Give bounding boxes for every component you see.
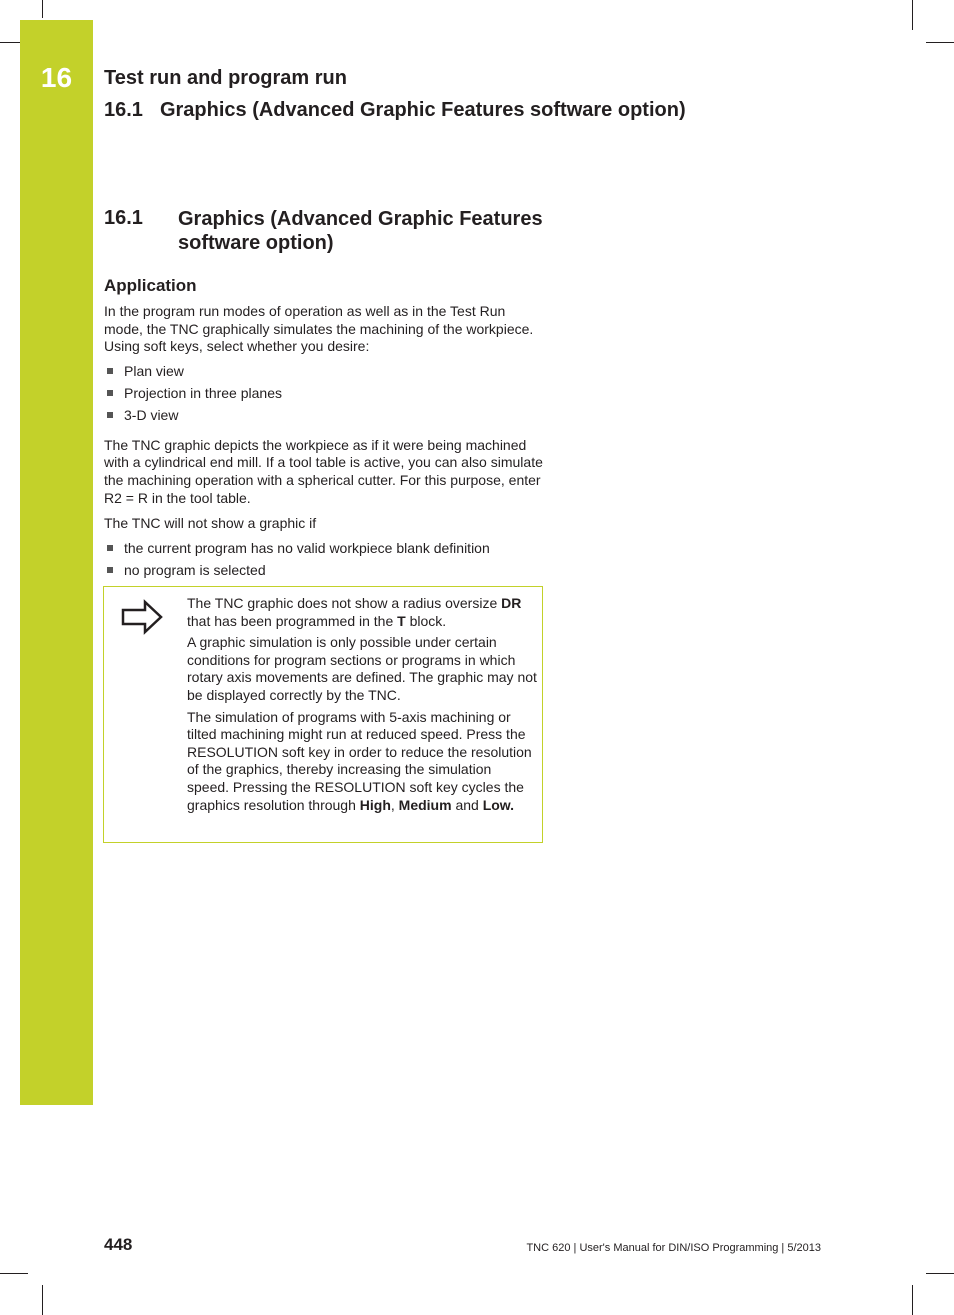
bullet-icon [107,412,113,418]
list-item: 3-D view [104,404,544,426]
crop-mark [912,0,913,30]
footer-text: TNC 620 | User's Manual for DIN/ISO Programming | 5/2013 [526,1242,821,1254]
arrow-right-icon [121,599,165,635]
crop-mark [0,1273,28,1274]
no-graphic-intro: The TNC will not show a graphic if [104,515,317,532]
bullet-icon [107,545,113,551]
chapter-sidebar [20,20,93,1105]
bullet-icon [107,567,113,573]
list-item: Projection in three planes [104,382,544,404]
graphic-description: The TNC graphic depicts the workpiece as if it were being machined with a cylindrical end mill. If a tool table is active, you can also simulate the machining operation with a spherical cutter. For this purpose, enter R2 = R in the tool table. [104,436,543,506]
page-number: 448 [104,1235,133,1254]
section-title: Graphics (Advanced Graphic Features software option) [178,208,543,254]
application-intro: In the program run modes of operation as well as in the Test Run mode, the TNC graphically simulates the machining of the workpiece. Using soft keys, select whether you desire: [104,303,534,355]
bullet-icon [107,390,113,396]
chapter-number: 16 [40,62,73,93]
list-item: no program is selected [104,559,544,581]
note-paragraph: The simulation of programs with 5-axis machining or tilted machining might run at reduced speed. Press the RESOLUTION soft key in order to reduce the resolution of the graphics, thereby increasing the simulation speed. Pressing the RESOLUTION soft key cycles the graphics resolution through High, Medium and Low. [187,708,532,813]
crop-mark [912,1285,913,1315]
no-graphic-list [104,537,544,581]
list-item: Plan view [104,360,544,382]
chapter-title: Test run and program run [104,67,347,89]
note-box [103,586,543,843]
application-heading: Application [104,276,197,295]
bullet-icon [107,368,113,374]
crop-mark [926,1273,954,1274]
list-item: the current program has no valid workpiece blank definition [104,537,544,559]
crop-mark [42,0,43,18]
application-content [104,275,544,592]
crop-mark [42,1285,43,1315]
note-paragraph: A graphic simulation is only possible under certain conditions for program sections or programs in which rotary axis movements are defined. The graphic may not be displayed correctly by the TNC. [187,634,537,703]
note-text [187,595,537,818]
view-list [104,360,544,426]
crop-mark [926,42,954,43]
running-section-title: Graphics (Advanced Graphic Features software option) [159,99,686,121]
section-number: 16.1 [104,207,143,229]
running-section-header [104,99,686,122]
note-paragraph: The TNC graphic does not show a radius oversize DR that has been programmed in the T block. [187,595,522,629]
running-section-number: 16.1 [104,99,143,121]
crop-mark [0,42,20,43]
